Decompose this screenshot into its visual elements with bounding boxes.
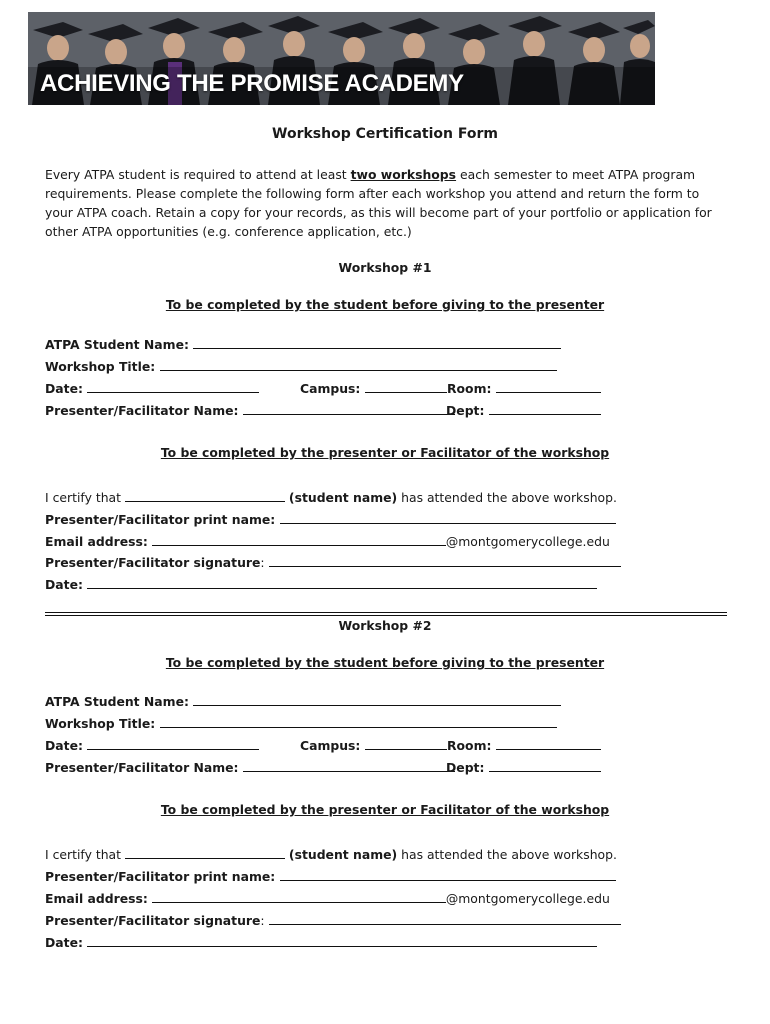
section-divider (45, 612, 727, 616)
email-domain: @montgomerycollege.edu (445, 891, 610, 906)
campus-label: Campus: (300, 738, 361, 753)
workshop-2-title-row (45, 714, 557, 732)
workshop-title-field[interactable] (160, 714, 557, 728)
signature-colon: : (260, 555, 265, 570)
workshop-2-student-section: To be completed by the student before giving to the presenter (165, 655, 605, 670)
presenter-name-label: Presenter/Facilitator Name: (45, 403, 239, 418)
workshop-1-campus-row (300, 379, 447, 397)
signature-field[interactable] (269, 911, 621, 925)
campus-field[interactable] (365, 379, 447, 393)
email-label: Email address: (45, 534, 148, 549)
workshop-2-dept-row (446, 758, 601, 776)
certify-student-label: (student name) (288, 847, 398, 862)
workshop-2-date-row (45, 736, 259, 754)
workshop-1-certify-row (45, 488, 617, 506)
date-label: Date: (45, 381, 83, 396)
presenter-name-field[interactable] (243, 758, 455, 772)
student-name-field[interactable] (193, 692, 561, 706)
workshop-2-certify-row (45, 845, 617, 863)
certify-student-field[interactable] (125, 488, 285, 502)
workshop-2-sign-date-row (45, 933, 597, 951)
print-name-label: Presenter/Facilitator print name: (45, 869, 276, 884)
student-name-label: ATPA Student Name: (45, 337, 189, 352)
workshop-2-campus-row (300, 736, 447, 754)
banner-title: ACHIEVING THE PROMISE ACADEMY (40, 70, 464, 97)
email-field[interactable] (152, 532, 446, 546)
workshop-2-heading: Workshop #2 (338, 618, 432, 633)
workshop-1-signature-row (45, 553, 621, 571)
room-field[interactable] (496, 736, 601, 750)
room-label: Room: (447, 738, 492, 753)
dept-field[interactable] (489, 401, 601, 415)
sign-date-field[interactable] (87, 933, 597, 947)
dept-field[interactable] (489, 758, 601, 772)
workshop-title-label: Workshop Title: (45, 359, 156, 374)
workshop-2-presenter-row (45, 758, 455, 776)
workshop-1-print-name-row (45, 510, 616, 528)
date-field[interactable] (87, 736, 259, 750)
workshop-1-presenter-section: To be completed by the presenter or Facilitator of the workshop (160, 445, 610, 460)
sign-date-field[interactable] (87, 575, 597, 589)
signature-field[interactable] (269, 553, 621, 567)
student-name-field[interactable] (193, 335, 561, 349)
workshop-2-signature-row (45, 911, 621, 929)
certify-text-end: has attended the above workshop. (397, 490, 617, 505)
room-label: Room: (447, 381, 492, 396)
print-name-field[interactable] (280, 867, 616, 881)
print-name-field[interactable] (280, 510, 616, 524)
academy-banner (28, 12, 655, 105)
workshop-2-email-row (45, 889, 610, 907)
workshop-title-label: Workshop Title: (45, 716, 156, 731)
workshop-1-title-row (45, 357, 557, 375)
workshop-1-email-row (45, 532, 610, 550)
dept-label: Dept: (446, 403, 485, 418)
workshop-2-presenter-section: To be completed by the presenter or Facilitator of the workshop (160, 802, 610, 817)
workshop-1-dept-row (446, 401, 601, 419)
presenter-name-label: Presenter/Facilitator Name: (45, 760, 239, 775)
email-label: Email address: (45, 891, 148, 906)
workshop-1-room-row (447, 379, 601, 397)
date-label: Date: (45, 738, 83, 753)
print-name-label: Presenter/Facilitator print name: (45, 512, 276, 527)
workshop-1-student-name-row (45, 335, 561, 353)
certify-text: I certify that (45, 847, 125, 862)
sign-date-label: Date: (45, 577, 83, 592)
room-field[interactable] (496, 379, 601, 393)
signature-label: Presenter/Facilitator signature (45, 555, 261, 570)
workshop-1-presenter-row (45, 401, 455, 419)
signature-label: Presenter/Facilitator signature (45, 913, 261, 928)
intro-text-2: each semester to meet ATPA program requirements. Please complete the following form after each workshop you attend and return the form to your ATPA coach. Retain a copy for your records, as this will become part of your portfolio or application for other ATPA opportunities (e.g. conference application, etc.) (45, 167, 712, 239)
email-domain: @montgomerycollege.edu (445, 534, 610, 549)
certify-text: I certify that (45, 490, 125, 505)
workshop-title-field[interactable] (160, 357, 557, 371)
signature-colon: : (260, 913, 265, 928)
sign-date-label: Date: (45, 935, 83, 950)
presenter-name-field[interactable] (243, 401, 455, 415)
certify-student-label: (student name) (288, 490, 398, 505)
workshop-1-sign-date-row (45, 575, 597, 593)
campus-field[interactable] (365, 736, 447, 750)
workshop-1-student-section: To be completed by the student before giving to the presenter (165, 297, 605, 312)
workshop-2-student-name-row (45, 692, 561, 710)
intro-paragraph (45, 165, 725, 241)
certify-text-end: has attended the above workshop. (397, 847, 617, 862)
campus-label: Campus: (300, 381, 361, 396)
intro-emphasis: two workshops (350, 167, 457, 182)
date-field[interactable] (87, 379, 259, 393)
dept-label: Dept: (446, 760, 485, 775)
certify-student-field[interactable] (125, 845, 285, 859)
workshop-1-date-row (45, 379, 259, 397)
student-name-label: ATPA Student Name: (45, 694, 189, 709)
intro-text-1: Every ATPA student is required to attend at least (45, 167, 351, 182)
workshop-1-heading: Workshop #1 (338, 260, 432, 275)
email-field[interactable] (152, 889, 446, 903)
workshop-2-room-row (447, 736, 601, 754)
form-title: Workshop Certification Form (272, 126, 498, 142)
workshop-2-print-name-row (45, 867, 616, 885)
